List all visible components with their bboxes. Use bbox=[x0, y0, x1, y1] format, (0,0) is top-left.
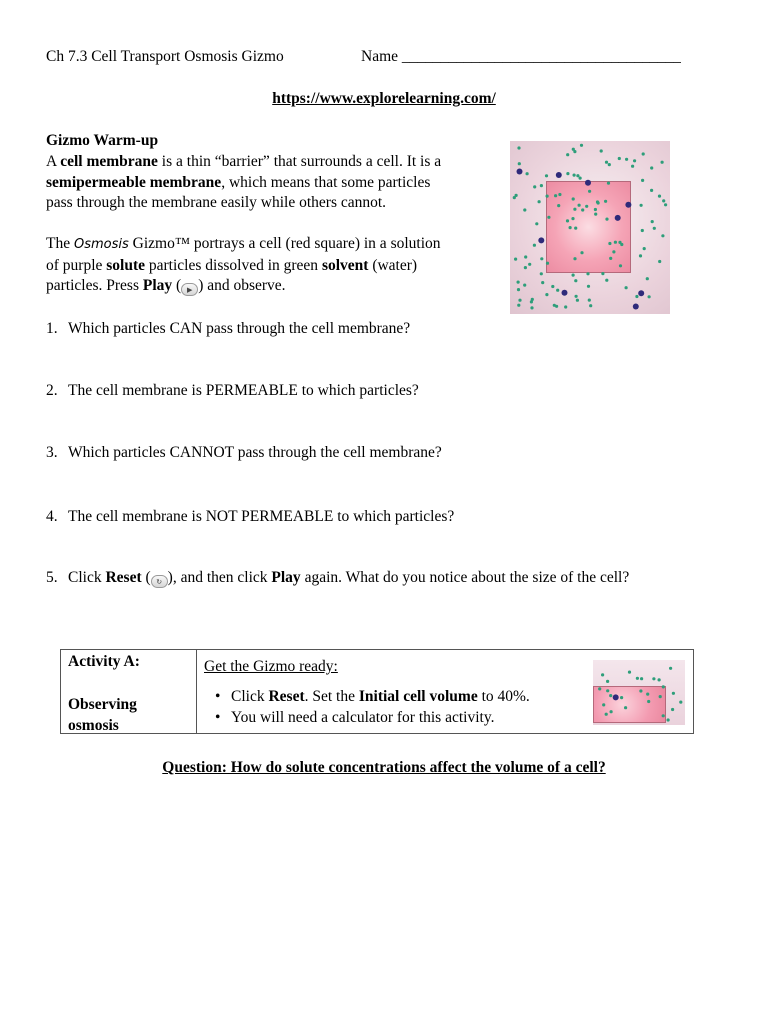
solvent-particle bbox=[541, 281, 544, 284]
instruction-item: • You will need a calculator for this activity. bbox=[215, 707, 530, 728]
instruction-list bbox=[215, 686, 530, 728]
solvent-particle bbox=[558, 193, 561, 196]
solvent-particle bbox=[569, 226, 572, 229]
solvent-particle bbox=[566, 172, 569, 175]
solvent-particle bbox=[669, 667, 672, 670]
solvent-particle bbox=[557, 204, 560, 207]
solvent-particle bbox=[667, 718, 670, 721]
activity-instructions-cell bbox=[197, 650, 593, 733]
solvent-particle bbox=[619, 264, 622, 267]
solvent-particle bbox=[662, 685, 665, 688]
activity-label-cell bbox=[61, 650, 197, 733]
solvent-particle bbox=[614, 241, 617, 244]
solvent-particle bbox=[608, 163, 611, 166]
activity-question: Question: How do solute concentrations affect the volume of a cell? bbox=[162, 759, 606, 776]
solvent-particle bbox=[573, 174, 576, 177]
solvent-particle bbox=[545, 174, 548, 177]
solvent-particle bbox=[647, 700, 650, 703]
term-play-2: Play bbox=[271, 569, 301, 586]
solvent-particle bbox=[640, 204, 643, 207]
solvent-particle bbox=[628, 671, 631, 674]
solvent-particle bbox=[538, 200, 541, 203]
solvent-particle bbox=[514, 258, 517, 261]
play-icon: ▶ bbox=[181, 283, 198, 296]
solvent-particle bbox=[574, 279, 577, 282]
osmosis-thumbnail-image bbox=[593, 660, 685, 725]
solvent-particle bbox=[604, 200, 607, 203]
term-play: Play bbox=[142, 277, 173, 294]
solute-particle bbox=[585, 180, 591, 186]
solute-particle bbox=[517, 169, 523, 175]
solvent-particle bbox=[650, 166, 653, 169]
solvent-particle bbox=[661, 161, 664, 164]
solvent-particle bbox=[636, 677, 639, 680]
solvent-particle bbox=[524, 255, 527, 258]
solvent-particle bbox=[524, 266, 527, 269]
get-ready-heading: Get the Gizmo ready: bbox=[204, 658, 338, 675]
worksheet-title: Ch 7.3 Cell Transport Osmosis Gizmo bbox=[46, 48, 284, 65]
solute-particle bbox=[562, 290, 568, 296]
solvent-particle bbox=[580, 144, 583, 147]
solvent-particle bbox=[610, 710, 613, 713]
solvent-particle bbox=[642, 152, 645, 155]
solvent-particle bbox=[518, 299, 521, 302]
solvent-particle bbox=[605, 161, 608, 164]
solvent-particle bbox=[605, 218, 608, 221]
term-solvent: solvent bbox=[321, 256, 369, 274]
instruction-item: • Click Reset. Set the Initial cell volume to 40%. bbox=[215, 686, 530, 707]
gizmo-name-osmosis: Osmosis bbox=[73, 237, 129, 252]
solvent-particle bbox=[540, 272, 543, 275]
solvent-particle bbox=[658, 678, 661, 681]
solvent-particle bbox=[658, 195, 661, 198]
activity-title: Observing osmosis bbox=[68, 696, 137, 734]
solvent-particle bbox=[588, 190, 591, 193]
solvent-particle bbox=[585, 205, 588, 208]
solvent-particle bbox=[641, 179, 644, 182]
solvent-particle bbox=[540, 184, 543, 187]
solvent-particle bbox=[608, 242, 611, 245]
term-cell-membrane: cell membrane bbox=[60, 153, 158, 170]
solvent-particle bbox=[625, 158, 628, 161]
solvent-particle bbox=[618, 157, 621, 160]
osmosis-simulation-image bbox=[510, 141, 670, 314]
solvent-particle bbox=[651, 220, 654, 223]
solvent-particle bbox=[658, 260, 661, 263]
solvent-particle bbox=[587, 285, 590, 288]
solvent-particle bbox=[650, 189, 653, 192]
particles-layer bbox=[510, 141, 670, 314]
warmup-paragraph-1: A cell membrane is a thin “barrier” that surrounds a cell. It is a semipermeable membrane, which means that some particles pass through the membrane easily while others cannot. bbox=[46, 153, 442, 211]
solvent-particle bbox=[596, 200, 599, 203]
solvent-particle bbox=[594, 208, 597, 211]
solvent-particle bbox=[575, 295, 578, 298]
solvent-particle bbox=[579, 177, 582, 180]
solvent-particle bbox=[662, 199, 665, 202]
warmup-heading: Gizmo Warm-up bbox=[46, 132, 159, 149]
solvent-particle bbox=[556, 289, 559, 292]
solvent-particle bbox=[671, 708, 674, 711]
solvent-particle bbox=[528, 263, 531, 266]
solvent-particle bbox=[612, 250, 615, 253]
term-solute: solute bbox=[106, 256, 146, 274]
solvent-particle bbox=[633, 159, 636, 162]
solute-particle bbox=[556, 172, 562, 178]
solvent-particle bbox=[600, 149, 603, 152]
solvent-particle bbox=[679, 701, 682, 704]
solvent-particle bbox=[530, 306, 533, 309]
solvent-particle bbox=[554, 194, 557, 197]
solvent-particle bbox=[517, 304, 520, 307]
solvent-particle bbox=[662, 714, 665, 717]
warmup-paragraph-2: The Osmosis Gizmo™ portrays a cell (red square) in a solution of purple solute particles dissolved in green solvent (water) particles. Press Play ( ▶ ) and observe. bbox=[46, 235, 441, 294]
solvent-particle bbox=[540, 257, 543, 260]
solvent-particle bbox=[572, 197, 575, 200]
solvent-particle bbox=[601, 673, 604, 676]
solvent-particle bbox=[643, 247, 646, 250]
solvent-particle bbox=[572, 148, 575, 151]
solvent-particle bbox=[588, 299, 591, 302]
solute-particle bbox=[633, 304, 639, 310]
solvent-particle bbox=[564, 305, 567, 308]
solvent-particle bbox=[646, 693, 649, 696]
solvent-particle bbox=[606, 689, 609, 692]
solvent-particle bbox=[546, 195, 549, 198]
name-field bbox=[361, 48, 681, 66]
solvent-particle bbox=[533, 185, 536, 188]
solvent-particle bbox=[602, 703, 605, 706]
solvent-particle bbox=[618, 241, 621, 244]
solvent-particle bbox=[526, 172, 529, 175]
solvent-particle bbox=[594, 213, 597, 216]
activity-table bbox=[60, 649, 694, 734]
activity-label: Activity A: bbox=[68, 653, 140, 670]
name-blank-line: ____________________________________ bbox=[401, 48, 681, 65]
solute-particle bbox=[613, 694, 619, 700]
solvent-particle bbox=[523, 208, 526, 211]
solvent-particle bbox=[574, 227, 577, 230]
solvent-particle bbox=[620, 696, 623, 699]
solvent-particle bbox=[573, 257, 576, 260]
solvent-particle bbox=[523, 284, 526, 287]
solute-particle bbox=[538, 237, 544, 243]
solvent-particle bbox=[641, 229, 644, 232]
solvent-particle bbox=[555, 305, 558, 308]
solvent-particle bbox=[578, 204, 581, 207]
solvent-particle bbox=[573, 208, 576, 211]
solvent-particle bbox=[639, 689, 642, 692]
solvent-particle bbox=[648, 295, 651, 298]
solvent-particle bbox=[639, 254, 642, 257]
solvent-particle bbox=[546, 262, 549, 265]
solvent-particle bbox=[566, 153, 569, 156]
solvent-particle bbox=[566, 219, 569, 222]
solvent-particle bbox=[605, 279, 608, 282]
solvent-particle bbox=[609, 694, 612, 697]
solvent-particle bbox=[571, 217, 574, 220]
solvent-particle bbox=[517, 146, 520, 149]
solvent-particle bbox=[513, 196, 516, 199]
solvent-particle bbox=[672, 692, 675, 695]
solute-particle bbox=[625, 202, 631, 208]
solvent-particle bbox=[646, 277, 649, 280]
solvent-particle bbox=[517, 288, 520, 291]
solvent-particle bbox=[659, 695, 662, 698]
solvent-particle bbox=[576, 174, 579, 177]
solvent-particle bbox=[607, 182, 610, 185]
activity-image-cell bbox=[593, 650, 693, 733]
solvent-particle bbox=[580, 251, 583, 254]
name-label: Name bbox=[361, 48, 399, 65]
solvent-particle bbox=[576, 299, 579, 302]
solvent-particle bbox=[518, 162, 521, 165]
solvent-particle bbox=[605, 713, 608, 716]
solvent-particle bbox=[652, 677, 655, 680]
solvent-particle bbox=[533, 244, 536, 247]
solvent-particle bbox=[586, 272, 589, 275]
solvent-particle bbox=[661, 234, 664, 237]
term-semipermeable-membrane: semipermeable membrane bbox=[46, 173, 222, 191]
solvent-particle bbox=[545, 293, 548, 296]
solvent-particle bbox=[598, 687, 601, 690]
solvent-particle bbox=[530, 300, 533, 303]
worksheet-header bbox=[46, 48, 726, 68]
gizmo-link[interactable]: https://www.explorelearning.com/ bbox=[272, 90, 496, 107]
solvent-particle bbox=[572, 274, 575, 277]
solvent-particle bbox=[631, 165, 634, 168]
solvent-particle bbox=[640, 677, 643, 680]
solute-particle bbox=[615, 215, 621, 221]
solvent-particle bbox=[609, 257, 612, 260]
term-reset: Reset bbox=[105, 569, 142, 586]
solvent-particle bbox=[653, 227, 656, 230]
solute-particle bbox=[638, 290, 644, 296]
solvent-particle bbox=[589, 304, 592, 307]
solvent-particle bbox=[517, 281, 520, 284]
solvent-particle bbox=[601, 272, 604, 275]
reset-icon: ↻ bbox=[151, 575, 168, 588]
solvent-particle bbox=[664, 203, 667, 206]
solvent-particle bbox=[606, 680, 609, 683]
solvent-particle bbox=[581, 208, 584, 211]
solvent-particle bbox=[625, 286, 628, 289]
solvent-particle bbox=[535, 222, 538, 225]
solvent-particle bbox=[624, 706, 627, 709]
solvent-particle bbox=[551, 285, 554, 288]
solvent-particle bbox=[635, 295, 638, 298]
solvent-particle bbox=[547, 216, 550, 219]
